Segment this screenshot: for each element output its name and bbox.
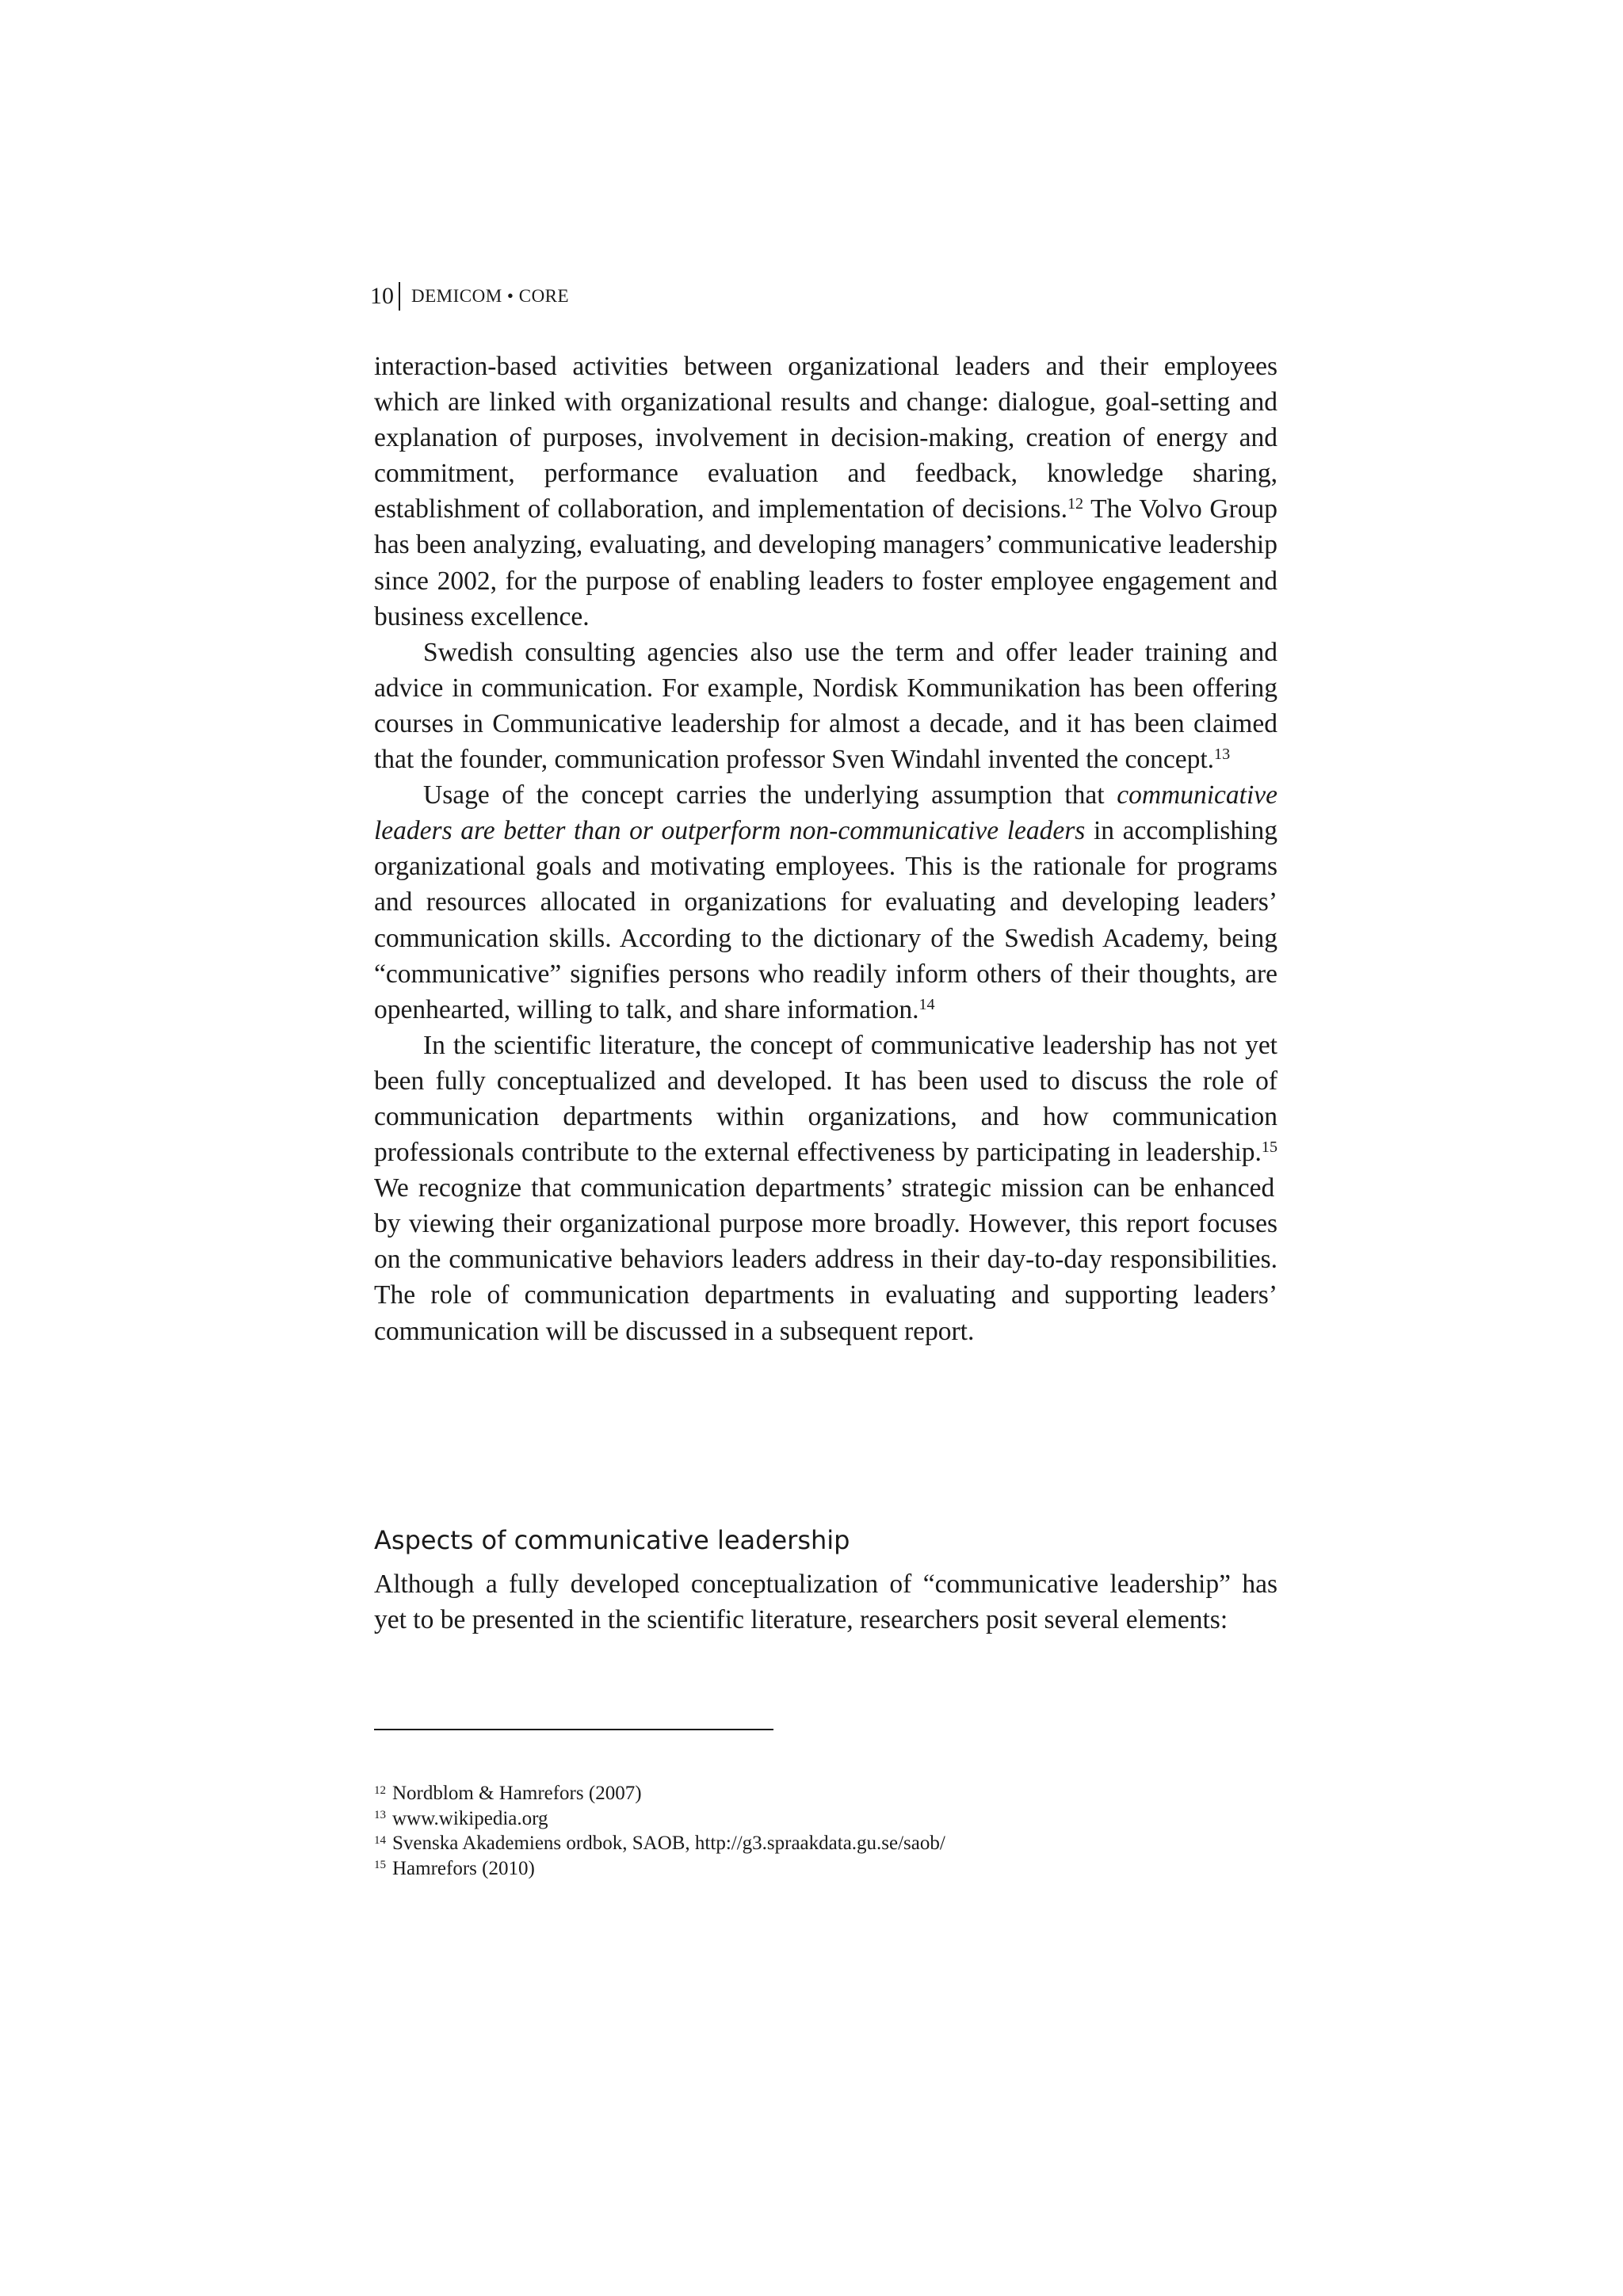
footnote-14 [374, 1831, 1277, 1856]
running-title: DEMICOM • CORE [411, 286, 570, 306]
footnotes [374, 1781, 1277, 1881]
page-number: 10 [370, 283, 394, 309]
running-header [370, 280, 569, 312]
paragraph-1 [374, 349, 1277, 635]
footnote-ref-12[interactable]: 12 [1067, 495, 1084, 513]
paragraph-2-text-a: Swedish consulting agencies also use the term and offer leader training and advice in communication. For example, Nordisk Kommunikation has been offering courses in Communicative leadership for almost a decade, and it has been claimed that the founder, communication professor Sven Windahl invented the concept. [374, 637, 1277, 775]
footnote-text: Hamrefors (2010) [392, 1857, 535, 1879]
paragraph-1-text-a: interaction-based activities between organizational leaders and their employees which are linked with organizational results and change: dialogue, goal-setting and explanation of purposes, involvement in decision-making, creation of energy and commitment, performance evaluation and feedback, knowledge sharing, establishment of collaboration, and implementation of decisions. [374, 352, 1277, 524]
footnote-separator [374, 1729, 773, 1730]
footnote-ref-14[interactable]: 14 [918, 995, 935, 1013]
paragraph-3-emphasis: communicative leaders are better than or outperform non-communicative leaders [374, 780, 1277, 846]
paragraph-1-text-b: The Volvo Group has been analyzing, evaluating, and developing managers’ communicative leadership since 2002, for the purpose of enabling leaders to foster employee engagement and business excellence. [374, 494, 1278, 631]
paragraph-4 [374, 1028, 1277, 1349]
footnote-ref-13[interactable]: 13 [1214, 745, 1231, 763]
footnote-number: 13 [374, 1809, 386, 1821]
footnote-link[interactable]: www.wikipedia.org [392, 1807, 548, 1829]
section-paragraph: Although a fully developed conceptualization of “communicative leadership” has yet to be presented in the scientific literature, researchers posit several elements: [374, 1569, 1277, 1635]
paragraph-4-text-a: In the scientific literature, the concept of communicative leadership has not yet been fully conceptualized and developed. It has been used to discuss the role of communication departments within organizations, and how communication professionals contribute to the external effectiveness by participating in leadership. [374, 1030, 1277, 1168]
footnote-12 [374, 1781, 1277, 1806]
footnote-number: 15 [374, 1859, 386, 1871]
paragraph-3-text-b: in accomplishing organizational goals and motivating employees. This is the rationale for programs and resources allocated in organizations for evaluating and developing leaders’ communication skills. According to the dictionary of the Swedish Academy, being “communicative” signifies persons who readily inform others of their thoughts, are openhearted, willing to talk, and share information. [374, 816, 1277, 1024]
footnote-text: Nordblom & Hamrefors (2007) [392, 1783, 642, 1804]
footnote-text-with-link[interactable]: Svenska Akademiens ordbok, SAOB, http://g3.spraakdata.gu.se/saob/ [392, 1833, 945, 1854]
footnote-number: 14 [374, 1833, 386, 1847]
paragraph-4-text-b: We recognize that communication departments’ strategic mission can be enhanced by viewing their organizational purpose more broadly. However, this report focuses on the communicative behaviors leaders address in their day-to-day responsibilities. The role of communication departments in evaluating and supporting leaders’ communication will be discussed in a subsequent report. [374, 1173, 1277, 1346]
footnote-ref-15[interactable]: 15 [1261, 1138, 1277, 1157]
section-heading: Aspects of communicative leadership [374, 1525, 850, 1555]
footnote-15 [374, 1856, 1277, 1882]
footnote-13 [374, 1806, 1277, 1832]
paragraph-3-text-a: Usage of the concept carries the underlying assumption that [423, 780, 1117, 810]
body-text-block [374, 349, 1277, 1349]
footnote-number: 12 [374, 1783, 386, 1797]
paragraph-2 [374, 635, 1277, 777]
paragraph-3 [374, 777, 1277, 1028]
section-text-block [374, 1566, 1277, 1638]
header-divider [399, 282, 400, 311]
